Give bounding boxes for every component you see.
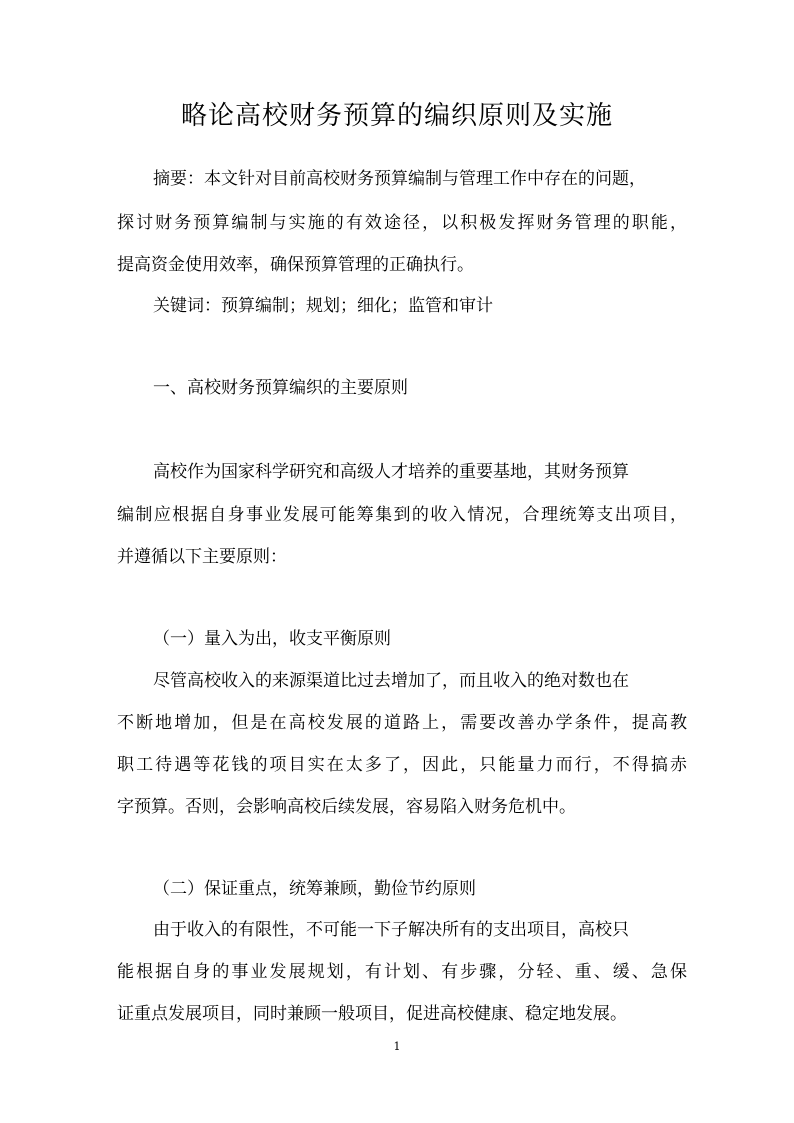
keywords-line: 关键词：预算编制；规划；细化；监管和审计 (153, 296, 493, 316)
section-1-intro-line-1: 高校作为国家科学研究和高级人才培养的重要基地，其财务预算 (153, 462, 629, 482)
abstract-line-1: 摘要：本文针对目前高校财务预算编制与管理工作中存在的问题， (153, 169, 646, 189)
principle-1-heading: （一）量入为出，收支平衡原则 (153, 629, 391, 649)
principle-2-line-2: 能根据自身的事业发展规划，有计划、有步骤，分轻、重、缓、急保 (117, 962, 687, 982)
principle-2-line-3: 证重点发展项目，同时兼顾一般项目，促进高校健康、稳定地发展。 (117, 1004, 627, 1024)
principle-1-line-3: 职工待遇等花钱的项目实在太多了，因此，只能量力而行，不得搞赤 (117, 755, 687, 775)
page-number: 1 (393, 1040, 401, 1053)
principle-2-heading: （二）保证重点，统筹兼顾，勤俭节约原则 (153, 879, 476, 899)
principle-1-line-4: 字预算。否则，会影响高校后续发展，容易陷入财务危机中。 (117, 797, 576, 817)
principle-1-line-1: 尽管高校收入的来源渠道比过去增加了，而且收入的绝对数也在 (153, 671, 629, 691)
abstract-line-3: 提高资金使用效率，确保预算管理的正确执行。 (117, 255, 474, 275)
document-title: 略论高校财务预算的编织原则及实施 (180, 101, 613, 131)
principle-1-line-2: 不断地增加，但是在高校发展的道路上，需要改善办学条件，提高教 (117, 713, 687, 733)
principle-2-line-1: 由于收入的有限性，不可能一下子解决所有的支出项目，高校只 (153, 920, 629, 940)
abstract-line-2: 探讨财务预算编制与实施的有效途径，以积极发挥财务管理的职能， (117, 213, 687, 233)
section-1-intro-line-3: 并遵循以下主要原则： (117, 547, 287, 567)
section-1-heading: 一、高校财务预算编织的主要原则 (153, 378, 408, 398)
section-1-intro-line-2: 编制应根据自身事业发展可能筹集到的收入情况，合理统筹支出项目， (117, 505, 687, 525)
